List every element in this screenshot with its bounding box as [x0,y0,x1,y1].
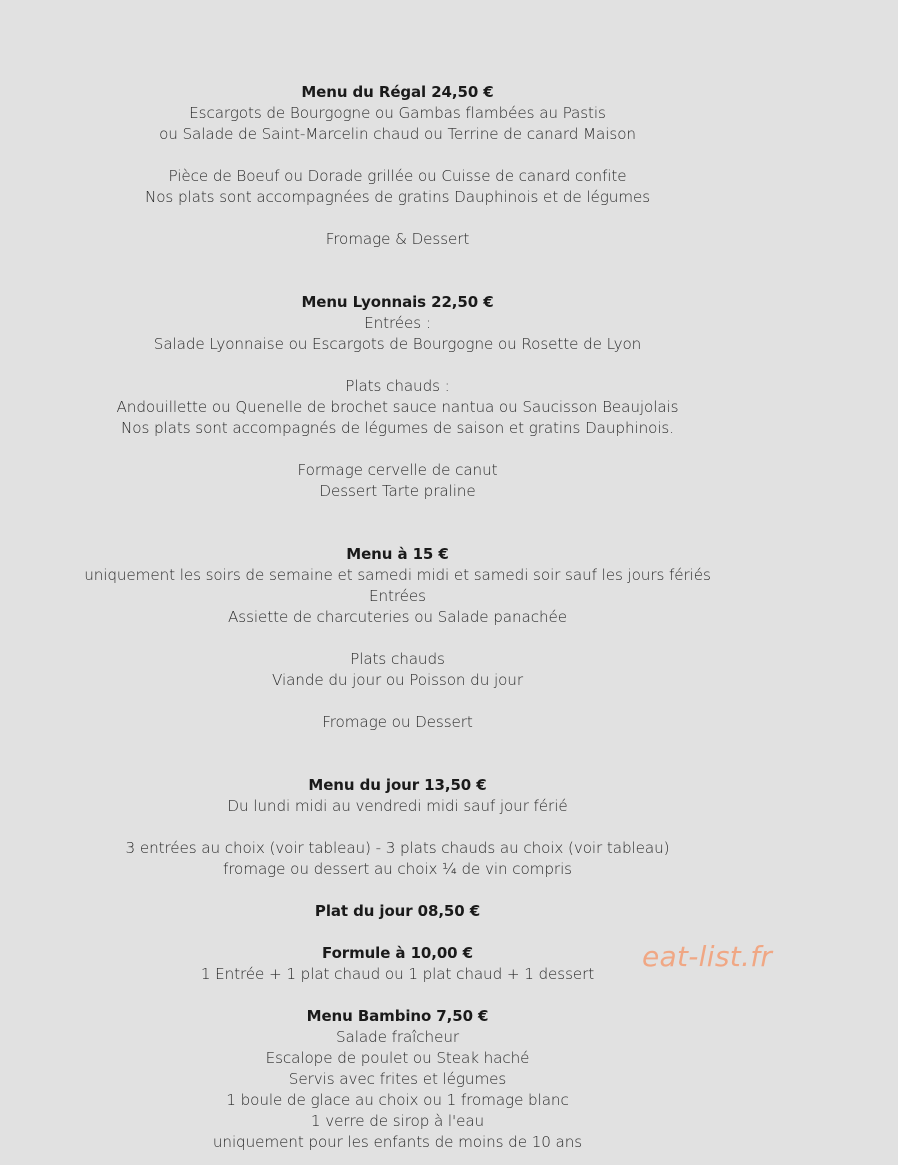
menu-document [0,82,795,1153]
menu-jour-line: 3 entrées au choix (voir tableau) - 3 plats chauds au choix (voir tableau) [125,839,670,857]
menu-jour-line: Du lundi midi au vendredi midi sauf jour férié [227,797,568,815]
menu-regal-line: Pièce de Boeuf ou Dorade grillée ou Cuisse de canard confite [168,167,627,185]
menu-quinze-line: Plats chauds [350,650,445,668]
menu-quinze-line: Assiette de charcuteries ou Salade panachée [228,608,567,626]
menu-lyonnais-line: Plats chauds : [345,377,450,395]
watermark-text: eat-list.fr [642,940,773,973]
menu-bambino-line: 1 boule de glace au choix ou 1 fromage blanc [226,1091,569,1109]
menu-lyonnais [0,292,795,502]
menu-regal-line: Nos plats sont accompagnées de gratins Dauphinois et de légumes [144,188,651,206]
menu-lyonnais-line: Andouillette ou Quenelle de brochet sauce nantua ou Saucisson Beaujolais [116,398,679,416]
menu-bambino-line: uniquement pour les enfants de moins de 10 ans [212,1133,583,1151]
menu-regal-line: Fromage & Dessert [325,230,470,248]
menu-quinze-title: Menu à 15 € [346,545,449,563]
menu-bambino [0,1006,795,1153]
menu-quinze [0,544,795,733]
menu-formule-line: 1 Entrée + 1 plat chaud ou 1 plat chaud + 1 dessert [200,965,595,983]
menu-jour [0,775,795,880]
menu-lyonnais-line: Salade Lyonnaise ou Escargots de Bourgogne ou Rosette de Lyon [153,335,642,353]
menu-quinze-line: Fromage ou Dessert [322,713,473,731]
menu-bambino-line: Servis avec frites et légumes [288,1070,507,1088]
menu-quinze-line: Viande du jour ou Poisson du jour [272,671,523,689]
menu-lyonnais-line: Formage cervelle de canut [297,461,498,479]
menu-bambino-line: Salade fraîcheur [336,1028,459,1046]
menu-bambino-line: Escalope de poulet ou Steak haché [265,1049,530,1067]
menu-bambino-title: Menu Bambino 7,50 € [306,1007,489,1025]
menu-regal-line: Escargots de Bourgogne ou Gambas flambées au Pastis [189,104,606,122]
menu-regal [0,82,795,250]
menu-lyonnais-line: Dessert Tarte praline [319,482,476,500]
menu-formule-title: Formule à 10,00 € [322,944,473,962]
menu-quinze-line: uniquement les soirs de semaine et samedi midi et samedi soir sauf les jours fériés [84,566,711,584]
menu-regal-line: ou Salade de Saint-Marcelin chaud ou Terrine de canard Maison [159,125,636,143]
menu-quinze-line: Entrées [369,587,426,605]
menu-jour-title: Menu du jour 13,50 € [308,776,487,794]
menu-jour-line: fromage ou dessert au choix ¼ de vin compris [223,860,572,878]
menu-regal-title: Menu du Régal 24,50 € [301,83,494,101]
menu-lyonnais-line: Entrées : [364,314,431,332]
menu-plat-du-jour [0,901,795,922]
menu-lyonnais-line: Nos plats sont accompagnés de légumes de saison et gratins Dauphinois. [121,419,674,437]
menu-plat-title: Plat du jour 08,50 € [314,902,481,920]
menu-bambino-line: 1 verre de sirop à l'eau [310,1112,485,1130]
menu-lyonnais-title: Menu Lyonnais 22,50 € [301,293,494,311]
